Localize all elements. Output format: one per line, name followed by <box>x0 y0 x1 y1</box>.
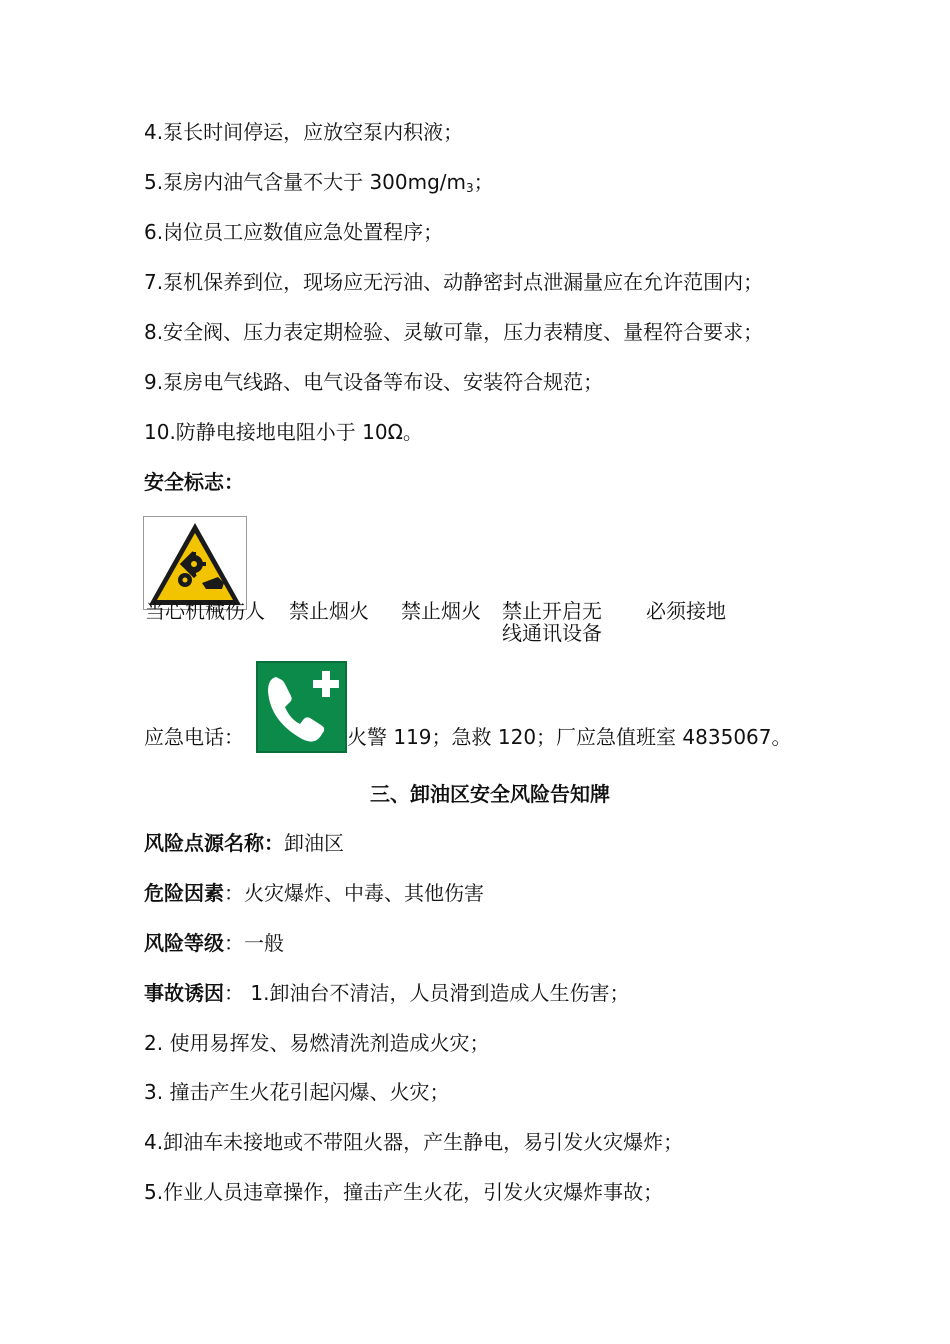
requirement-10: 10.防静电接地电阻小于 10Ω。 <box>144 420 423 444</box>
cause-2: 2. 使用易挥发、易燃清洗剂造成火灾； <box>144 1031 490 1055</box>
machinery-warning-sign <box>143 516 247 610</box>
accident-cause-value: ： 1.卸油台不清洁，人员滑到造成人生伤害； <box>224 981 630 1005</box>
requirement-5-subscript: 3 <box>466 181 474 195</box>
cause-5: 5.作业人员违章操作，撞击产生火花，引发火灾爆炸事故； <box>144 1180 664 1204</box>
signs-heading: 安全标志： <box>144 470 244 494</box>
risk-name-value: 卸油区 <box>284 831 344 855</box>
risk-level-value: ：一般 <box>224 931 284 955</box>
sign-caption-no-fire-1: 禁止烟火 <box>289 599 369 623</box>
requirement-5-text: 5.泵房内油气含量不大于 300mg/m <box>144 170 467 194</box>
risk-name-label: 风险点源名称： <box>144 831 284 855</box>
requirement-5-tail: ； <box>473 170 494 194</box>
hazard-value: ：火灾爆炸、中毒、其他伤害 <box>224 881 484 905</box>
accident-cause-label: 事故诱因 <box>144 981 224 1005</box>
requirement-7: 7.泵机保养到位，现场应无污油、动静密封点泄漏量应在允许范围内； <box>144 270 764 294</box>
sign-caption-machinery: 当心机械伤人 <box>145 599 265 623</box>
sign-caption-no-fire-2: 禁止烟火 <box>401 599 481 623</box>
accident-cause-row <box>144 979 629 1007</box>
section-title: 三、卸油区安全风险告知牌 <box>370 782 610 806</box>
emergency-label: 应急电话： <box>144 725 244 749</box>
requirement-5 <box>144 168 494 199</box>
sign-caption-grounding: 必须接地 <box>646 599 726 623</box>
risk-name-row <box>144 829 344 857</box>
risk-level-row <box>144 929 284 957</box>
hazard-row <box>144 879 484 907</box>
machinery-warning-icon <box>144 517 246 609</box>
emergency-numbers: 火警 119；急救 120；厂应急值班室 4835067。 <box>347 725 792 749</box>
emergency-phone-sign <box>256 661 347 753</box>
requirement-4: 4.泵长时间停运，应放空泵内积液； <box>144 120 464 144</box>
cause-4: 4.卸油车未接地或不带阻火器，产生静电，易引发火灾爆炸； <box>144 1130 684 1154</box>
sign-caption-no-wireless: 禁止开启无线通讯设备 <box>502 599 602 645</box>
requirement-6: 6.岗位员工应数值应急处置程序； <box>144 220 444 244</box>
requirement-8: 8.安全阀、压力表定期检验、灵敏可靠，压力表精度、量程符合要求； <box>144 320 764 344</box>
hazard-label: 危险因素 <box>144 881 224 905</box>
cause-3: 3. 撞击产生火花引起闪爆、火灾； <box>144 1080 450 1104</box>
risk-level-label: 风险等级 <box>144 931 224 955</box>
emergency-phone-icon <box>258 663 345 751</box>
requirement-9: 9.泵房电气线路、电气设备等布设、安装符合规范； <box>144 370 604 394</box>
